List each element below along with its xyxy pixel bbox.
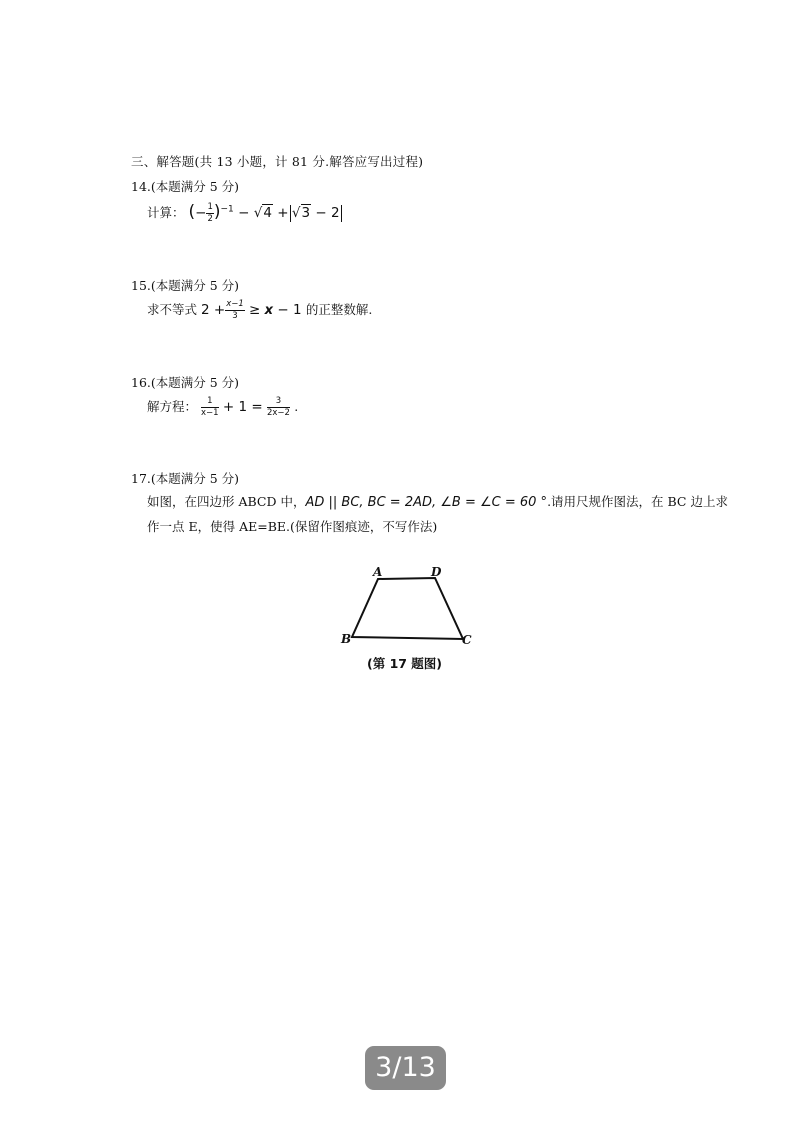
section-title: 三、解答题(共 13 小题，计 81 分.解答应写出过程) [131, 154, 424, 169]
frac-num: x−1 [226, 299, 244, 309]
relation: ≥ [244, 302, 265, 318]
radicand: 4 [263, 205, 272, 221]
vertex-label-d: D [431, 565, 442, 579]
sqrt-3: √3 [291, 205, 311, 221]
frac-den: 3 [232, 310, 238, 321]
q14-expression [188, 202, 343, 224]
trapezoid-shape [352, 578, 463, 639]
question-17-header [131, 469, 239, 487]
minus-sign: − [195, 205, 207, 221]
fraction-half [206, 203, 213, 223]
question-16-header [131, 373, 239, 391]
fraction-right [267, 397, 290, 417]
question-score: (本题满分 5 分) [150, 375, 240, 390]
question-14-header [131, 177, 239, 195]
question-16-body [147, 397, 298, 417]
variable: x [264, 303, 274, 318]
question-prompt: 求不等式 [147, 302, 198, 317]
q16-expression [201, 396, 294, 418]
abs-bar-left [290, 205, 291, 222]
page-indicator: 3/13 [365, 1046, 446, 1090]
vertex-label-b: B [341, 632, 352, 646]
question-15-body [147, 300, 372, 320]
question-suffix: . [294, 399, 299, 414]
vertex-label-c: C [462, 633, 472, 647]
question-number: 16. [131, 375, 151, 390]
frac-num: 1 [201, 397, 219, 408]
frac-num: 1 [207, 202, 213, 212]
expr-mid: + 1 = [218, 399, 267, 415]
question-number: 17. [131, 471, 151, 486]
question-number: 15. [131, 278, 151, 293]
question-score: (本题满分 5 分) [150, 179, 240, 194]
question-17-line1 [147, 492, 728, 510]
fraction-left [201, 397, 219, 417]
minus-two: − 2 [311, 205, 340, 221]
math-segment: AD || BC, BC = 2AD, ∠B = ∠C = 60 ° [305, 495, 548, 510]
trapezoid-figure [335, 563, 485, 653]
sqrt-4: √4 [253, 205, 272, 221]
figure-caption: (第 17 题图) [367, 656, 443, 671]
question-15-header [131, 276, 239, 294]
frac-den: x−1 [201, 407, 219, 418]
question-number: 14. [131, 179, 151, 194]
expr-lead: 2 + [201, 302, 226, 318]
minus-op: − [233, 205, 254, 221]
question-14-body [147, 202, 343, 223]
frac-den: 2x−2 [266, 407, 290, 418]
exponent: −1 [220, 204, 234, 215]
text-segment: 如图，在四边形 ABCD 中， [147, 494, 306, 509]
plus-op: + [272, 205, 289, 221]
fraction [225, 300, 245, 320]
text-segment: .请用尺规作图法，在 BC 边上求 [547, 494, 728, 509]
question-17-line2: 作一点 E，使得 AE=BE.(保留作图痕迹，不写作法) [147, 519, 438, 534]
abs-bar-right [341, 205, 342, 222]
question-prompt: 计算： [147, 205, 185, 220]
paren-close: ) [213, 202, 221, 222]
radicand: 3 [301, 205, 311, 221]
expr-rest: − 1 [273, 302, 302, 318]
frac-num: 3 [267, 397, 290, 408]
question-score: (本题满分 5 分) [150, 471, 240, 486]
frac-den: 2 [207, 213, 213, 224]
q15-expression [201, 299, 306, 321]
question-score: (本题满分 5 分) [150, 278, 240, 293]
question-suffix: 的正整数解. [305, 302, 373, 317]
vertex-label-a: A [373, 565, 383, 579]
paren-open: ( [188, 202, 196, 222]
question-prompt: 解方程： [147, 399, 198, 414]
